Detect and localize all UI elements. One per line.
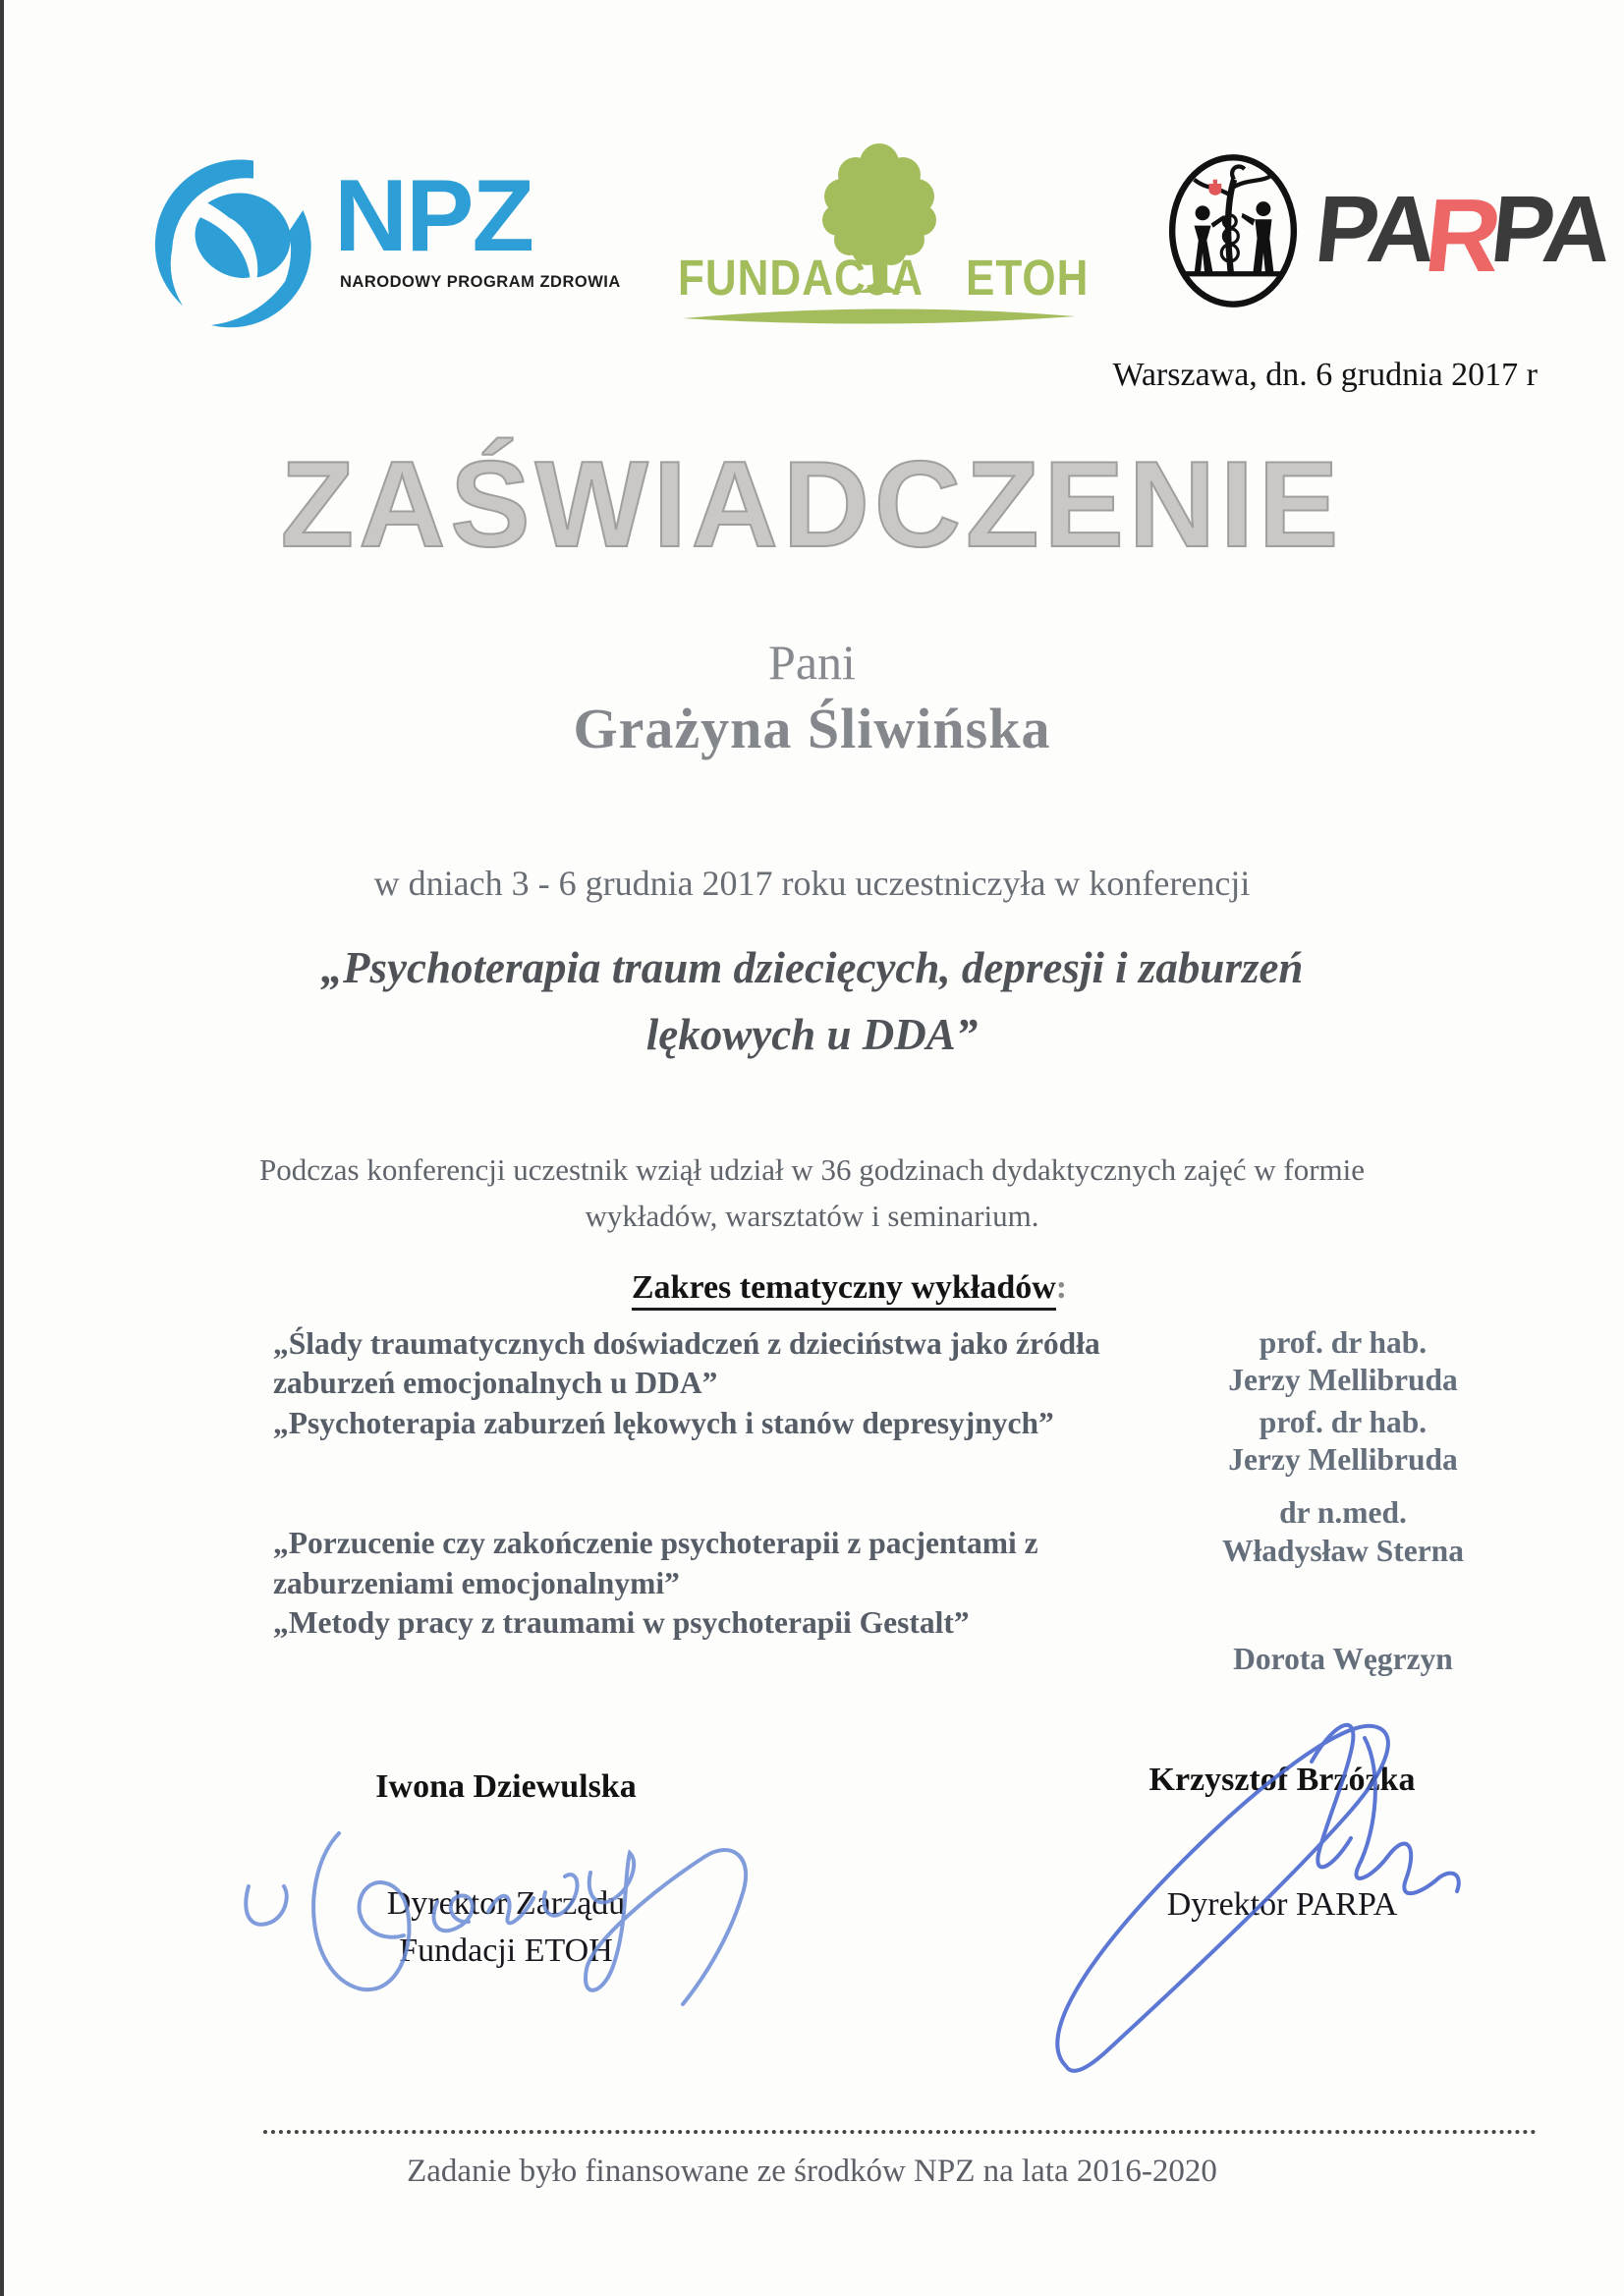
etoh-word-etoh: ETOH xyxy=(966,251,1090,307)
lecture-lecturer: prof. dr hab. Jerzy Mellibruda xyxy=(1228,1404,1458,1478)
lectures-list xyxy=(273,1324,1556,1679)
lecture-row xyxy=(273,1324,1556,1404)
participation-line: w dniach 3 - 6 grudnia 2017 roku uczestniczyła w konferencji xyxy=(373,864,1251,903)
conference-title-line2: lękowych u DDA” xyxy=(645,1009,979,1059)
lecture-lecturer: dr n.med. Władysław Sterna xyxy=(1222,1495,1464,1568)
description-line1: Podczas konferencji uczestnik wziął udział w 36 godzinach dydaktycznych zajęć w formie xyxy=(258,1152,1366,1187)
npz-wordmark: NPZ xyxy=(334,159,532,273)
parpa-logo xyxy=(1164,152,1614,329)
signatory-name: Krzysztof Brzózka xyxy=(1148,1762,1416,1798)
salutation: Pani xyxy=(768,635,856,690)
footer-dotted-rule xyxy=(263,2130,1537,2134)
parpa-wordmark xyxy=(1311,174,1614,294)
lecture-row xyxy=(273,1404,1556,1480)
signature-block-etoh xyxy=(251,1768,761,1974)
npz-logo xyxy=(147,147,619,334)
lectures-heading: Zakres tematyczny wykładów: xyxy=(37,1269,1624,1307)
conference-title-line1: „Psychoterapia traum dziecięcych, depresji i zaburzeń xyxy=(320,943,1304,992)
etoh-logo xyxy=(678,138,1090,334)
npz-swirl-icon xyxy=(147,157,324,334)
parpa-word-pa1: PA xyxy=(1311,177,1438,282)
parpa-emblem-icon xyxy=(1164,152,1302,309)
lecture-row xyxy=(273,1495,1556,1603)
lecture-title: „Porzucenie czy zakończenie psychoterapii z pacjentami z zaburzeniami emocjonalnymi” xyxy=(273,1526,1038,1600)
lecture-title: „Ślady traumatycznych doświadczeń z dzieciństwa jako źródła zaburzeń emocjonalnych u DDA” xyxy=(273,1326,1100,1401)
lecture-lecturer: Dorota Węgrzyn xyxy=(1233,1642,1453,1677)
recipient-name: Grażyna Śliwińska xyxy=(573,697,1051,760)
etoh-word-fundacja: FUNDACJA xyxy=(678,251,924,307)
signature-block-parpa xyxy=(1017,1762,1547,1929)
parpa-word-pa2: PA xyxy=(1485,177,1614,282)
description xyxy=(0,1148,1624,1239)
description-line2: wykładów, warsztatów i seminarium. xyxy=(585,1198,1039,1233)
conference-title xyxy=(0,935,1624,1068)
signatory-role: Dyrektor Zarządu Fundacji ETOH xyxy=(386,1885,626,1969)
lecture-title: „Psychoterapia zaburzeń lękowych i stanów depresyjnych” xyxy=(273,1405,1054,1440)
etoh-ground-swoosh xyxy=(678,305,1081,330)
lecture-row xyxy=(273,1603,1556,1678)
npz-subtitle: NARODOWY PROGRAM ZDROWIA xyxy=(340,273,621,291)
date-line: Warszawa, dn. 6 grudnia 2017 r xyxy=(1112,357,1538,393)
lecture-lecturer: prof. dr hab. Jerzy Mellibruda xyxy=(1228,1325,1458,1398)
footer-funding-note: Zadanie było finansowane ze środków NPZ na lata 2016-2020 xyxy=(407,2154,1217,2189)
lectures-heading-colon: : xyxy=(1055,1269,1068,1306)
signatory-name: Iwona Dziewulska xyxy=(375,1768,637,1805)
signatory-role: Dyrektor PARPA xyxy=(1166,1886,1398,1923)
parpa-word-r: R xyxy=(1419,178,1503,294)
page-title: ZAŚWIADCZENIE xyxy=(280,435,1344,573)
lecture-title: „Metody pracy z traumami w psychoterapii Gestalt” xyxy=(273,1605,970,1641)
